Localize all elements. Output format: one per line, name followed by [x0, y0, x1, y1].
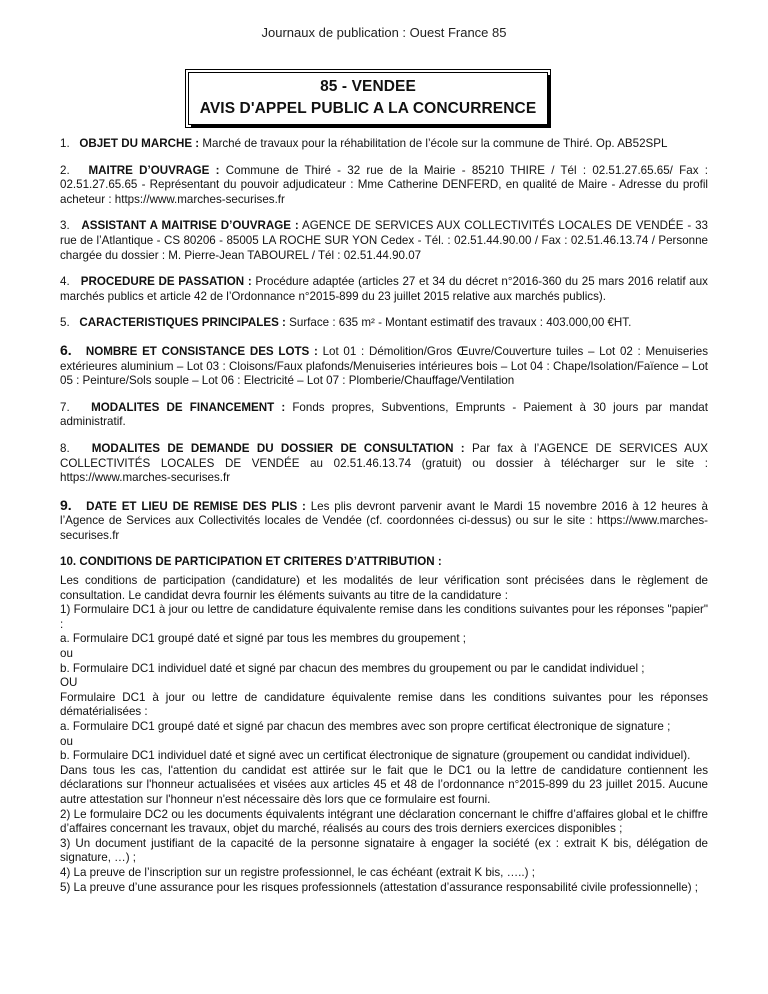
- section-2: 2. MAITRE D’OUVRAGE : Commune de Thiré - 32 rue de la Mairie - 85210 THIRE / Tél : 02.51.27.65.65/ Fax : 02.51.27.65.65 - Représentant du pouvoir adjudicateur : Mme Catherine DENFERD, en qualité de Maire - Adresse du profil acheteur : https://www.marches-securises.fr: [60, 163, 708, 206]
- section-10-body: [60, 574, 708, 895]
- s10-line: Dans tous les cas, l'attention du candidat est attirée sur le fait que le DC1 ou la lettre de candidature contiennent les déclarations sur l'honneur actualisées et visées aux articles 45 et 48 de l’ordonnance n°2015-899 du 23 juillet 2015. Aucune autre attestation sur l'honneur n'est nécessaire dès lors que ce formulaire est fourni.: [60, 763, 708, 806]
- title-notice: AVIS D'APPEL PUBLIC A LA CONCURRENCE: [199, 100, 537, 117]
- s10-line: OU: [60, 676, 78, 690]
- section-7: 7. MODALITES DE FINANCEMENT : Fonds propres, Subventions, Emprunts - Paiement à 30 jours par mandat administratif.: [60, 400, 708, 429]
- section-6: 6. NOMBRE ET CONSISTANCE DES LOTS : Lot 01 : Démolition/Gros Œuvre/Couverture tuiles – Lot 02 : Menuiseries extérieures aluminium – Lot 03 : Cloisons/Faux plafonds/Menuiseries intérieures bois – Lot 04 : Chape/Isolation/Faïence – Lot 05 : Peinture/Sols souple – Lot 06 : Electricité – Lot 07 : Plomberie/Chauffage/Ventilation: [60, 341, 708, 388]
- publication-header: Journaux de publication : Ouest France 85: [261, 25, 507, 40]
- s10-line: a. Formulaire DC1 groupé daté et signé par tous les membres du groupement ;: [60, 632, 466, 646]
- s10-line: 5) La preuve d’une assurance pour les risques professionnels (attestation d’assurance responsabilité civile professionnelle) ;: [60, 880, 699, 894]
- title-region: 85 - VENDEE: [320, 78, 416, 95]
- s10-line: 2) Le formulaire DC2 ou les documents équivalents intégrant une déclaration concernant le chiffre d’affaires global et le chiffre d’affaires concernant les travaux, objet du marché, réalisés au cours des trois derniers exercices disponibles ;: [60, 807, 708, 836]
- s10-line: 3) Un document justifiant de la capacité de la personne signataire à engager la société (ex : extrait K bis, délégation de signature, …) ;: [60, 836, 708, 865]
- section-5: 5. CARACTERISTIQUES PRINCIPALES : Surface : 635 m² - Montant estimatif des travaux : 403.000,00 €HT.: [60, 316, 632, 330]
- notice-content: [60, 137, 708, 895]
- s10-line: a. Formulaire DC1 groupé daté et signé par chacun des membres avec son propre certificat électronique de signature ;: [60, 720, 671, 733]
- section-9: 9. DATE ET LIEU DE REMISE DES PLIS : Les plis devront parvenir avant le Mardi 15 novembre 2016 à 12 heures à l’Agence de Services aux Collectivités locales de Vendée (cf. coordonnées ci-dessus) ou sur le site : https://www.marches-securises.fr: [60, 496, 708, 542]
- s10-line: Formulaire DC1 à jour ou lettre de candidature équivalente remise dans les conditions suivantes pour les réponses dématérialisées :: [60, 690, 708, 719]
- section-4: 4. PROCEDURE DE PASSATION : Procédure adaptée (articles 27 et 34 du décret n°2016-360 du 25 mars 2016 relatif aux marchés publics et article 42 de l’Ordonnance n°2015-899 du 23 juillet 2015 relative aux marchés publics).: [60, 275, 708, 303]
- s10-line: b. Formulaire DC1 individuel daté et signé avec un certificat électronique de signature (groupement ou candidat individuel).: [60, 749, 691, 763]
- s10-line: 4) La preuve de l’inscription sur un registre professionnel, le cas échéant (extrait K bis, …..) ;: [60, 865, 535, 879]
- s10-line: 1) Formulaire DC1 à jour ou lettre de candidature équivalente remise dans les conditions suivantes pour les réponses "papier" :: [60, 603, 708, 631]
- section-10-heading: 10. CONDITIONS DE PARTICIPATION ET CRITERES D’ATTRIBUTION :: [60, 555, 442, 569]
- title-box: [188, 72, 548, 125]
- section-8: 8. MODALITES DE DEMANDE DU DOSSIER DE CONSULTATION : Par fax à l’AGENCE DE SERVICES AUX COLLECTIVITÉS LOCALES DE VENDÉE au 02.51.46.13.74 (gratuit) ou dossier à télécharger sur le site : https://www.marches-securises.fr: [60, 441, 708, 485]
- s10-line: b. Formulaire DC1 individuel daté et signé par chacun des membres du groupement ou par le candidat individuel ;: [60, 661, 645, 675]
- section-1: 1. OBJET DU MARCHE : Marché de travaux pour la réhabilitation de l’école sur la commune de Thiré. Op. AB52SPL: [60, 137, 668, 150]
- s10-line: Les conditions de participation (candidature) et les modalités de leur vérification sont précisées dans le règlement de consultation. Le candidat devra fournir les éléments suivants au titre de la candidature :: [60, 574, 708, 602]
- s10-line: ou: [60, 647, 73, 661]
- section-3: 3. ASSISTANT A MAITRISE D’OUVRAGE : AGENCE DE SERVICES AUX COLLECTIVITÉS LOCALES DE VENDÉE - 33 rue de l’Atlantique - CS 80206 - 85005 LA ROCHE SUR YON Cedex - Tél. : 02.51.44.90.00 / Fax : 02.51.46.13.74 / Personne chargée du dossier : M. Pierre-Jean TABOUREL / Tél : 02.51.44.90.07: [60, 219, 708, 262]
- s10-line: ou: [60, 734, 73, 748]
